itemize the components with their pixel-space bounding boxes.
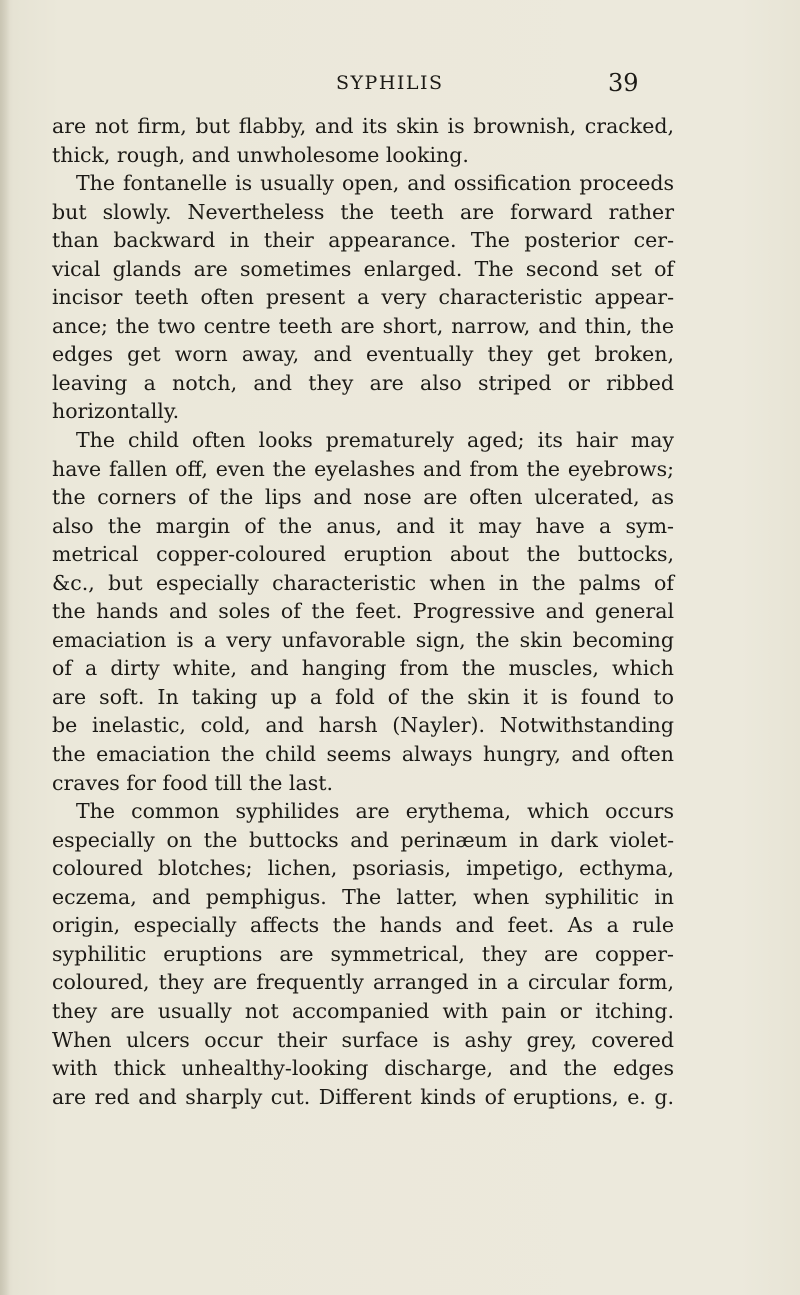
text-line: When ulcers occur their surface is ashy grey, covered: [52, 1027, 674, 1052]
text-line: The fontanelle is usually open, and ossification proceeds: [76, 171, 674, 196]
text-line: metrical copper-coloured eruption about the buttocks,: [52, 542, 674, 567]
text-line: coloured blotches; lichen, psoriasis, impetigo, ecthyma,: [52, 856, 674, 881]
text-line: incisor teeth often present a very characteristic appear-: [52, 285, 674, 310]
text-line: ance; the two centre teeth are short, narrow, and thin, the: [52, 313, 674, 338]
text-line: vical glands are sometimes enlarged. The second set of: [52, 256, 674, 281]
text-line: syphilitic eruptions are symmetrical, they are copper-: [52, 941, 674, 966]
text-line: The common syphilides are erythema, which occurs: [76, 799, 674, 824]
text-line: the corners of the lips and nose are often ulcerated, as: [52, 485, 674, 510]
text-line: craves for food till the last.: [52, 770, 333, 795]
running-title: SYPHILIS: [336, 72, 444, 94]
text-line: they are usually not accompanied with pain or itching.: [52, 998, 674, 1023]
text-line: are soft. In taking up a fold of the skin it is found to: [52, 684, 674, 709]
text-line: emaciation is a very unfavorable sign, the skin becoming: [52, 627, 674, 652]
text-line: horizontally.: [52, 399, 180, 424]
text-line: also the margin of the anus, and it may have a sym-: [52, 513, 674, 538]
text-line: of a dirty white, and hanging from the muscles, which: [52, 656, 674, 681]
text-line: thick, rough, and unwholesome looking.: [52, 142, 469, 167]
text-line: eczema, and pemphigus. The latter, when syphilitic in: [52, 884, 674, 909]
text-line: have fallen off, even the eyelashes and from the eyebrows;: [52, 456, 674, 481]
text-line: than backward in their appearance. The posterior cer-: [52, 228, 674, 253]
text-line: with thick unhealthy-looking discharge, and the edges: [52, 1056, 674, 1081]
text-line: &c., but especially characteristic when in the palms of: [52, 570, 674, 595]
text-line: the hands and soles of the feet. Progressive and general: [52, 599, 674, 624]
running-head: [0, 69, 800, 102]
text-line: The child often looks prematurely aged; its hair may: [76, 428, 674, 453]
text-line: leaving a notch, and they are also striped or ribbed: [52, 370, 674, 395]
text-line: especially on the buttocks and perinæum in dark violet-: [52, 827, 674, 852]
text-line: coloured, they are frequently arranged in a circular form,: [52, 970, 674, 995]
spine-shadow: [0, 0, 10, 1295]
text-line: edges get worn away, and eventually they get broken,: [52, 342, 674, 367]
text-line: but slowly. Nevertheless the teeth are forward rather: [52, 199, 674, 224]
text-line: be inelastic, cold, and harsh (Nayler). Notwithstanding: [52, 713, 674, 738]
page-number: 39: [608, 69, 639, 97]
text-line: origin, especially affects the hands and feet. As a rule: [52, 913, 674, 938]
text-line: are red and sharply cut. Different kinds of eruptions, e. g.: [52, 1084, 674, 1109]
text-line: are not firm, but flabby, and its skin is brownish, cracked,: [52, 114, 674, 138]
body-text: [52, 112, 674, 1111]
text-line: the emaciation the child seems always hungry, and often: [52, 742, 674, 767]
